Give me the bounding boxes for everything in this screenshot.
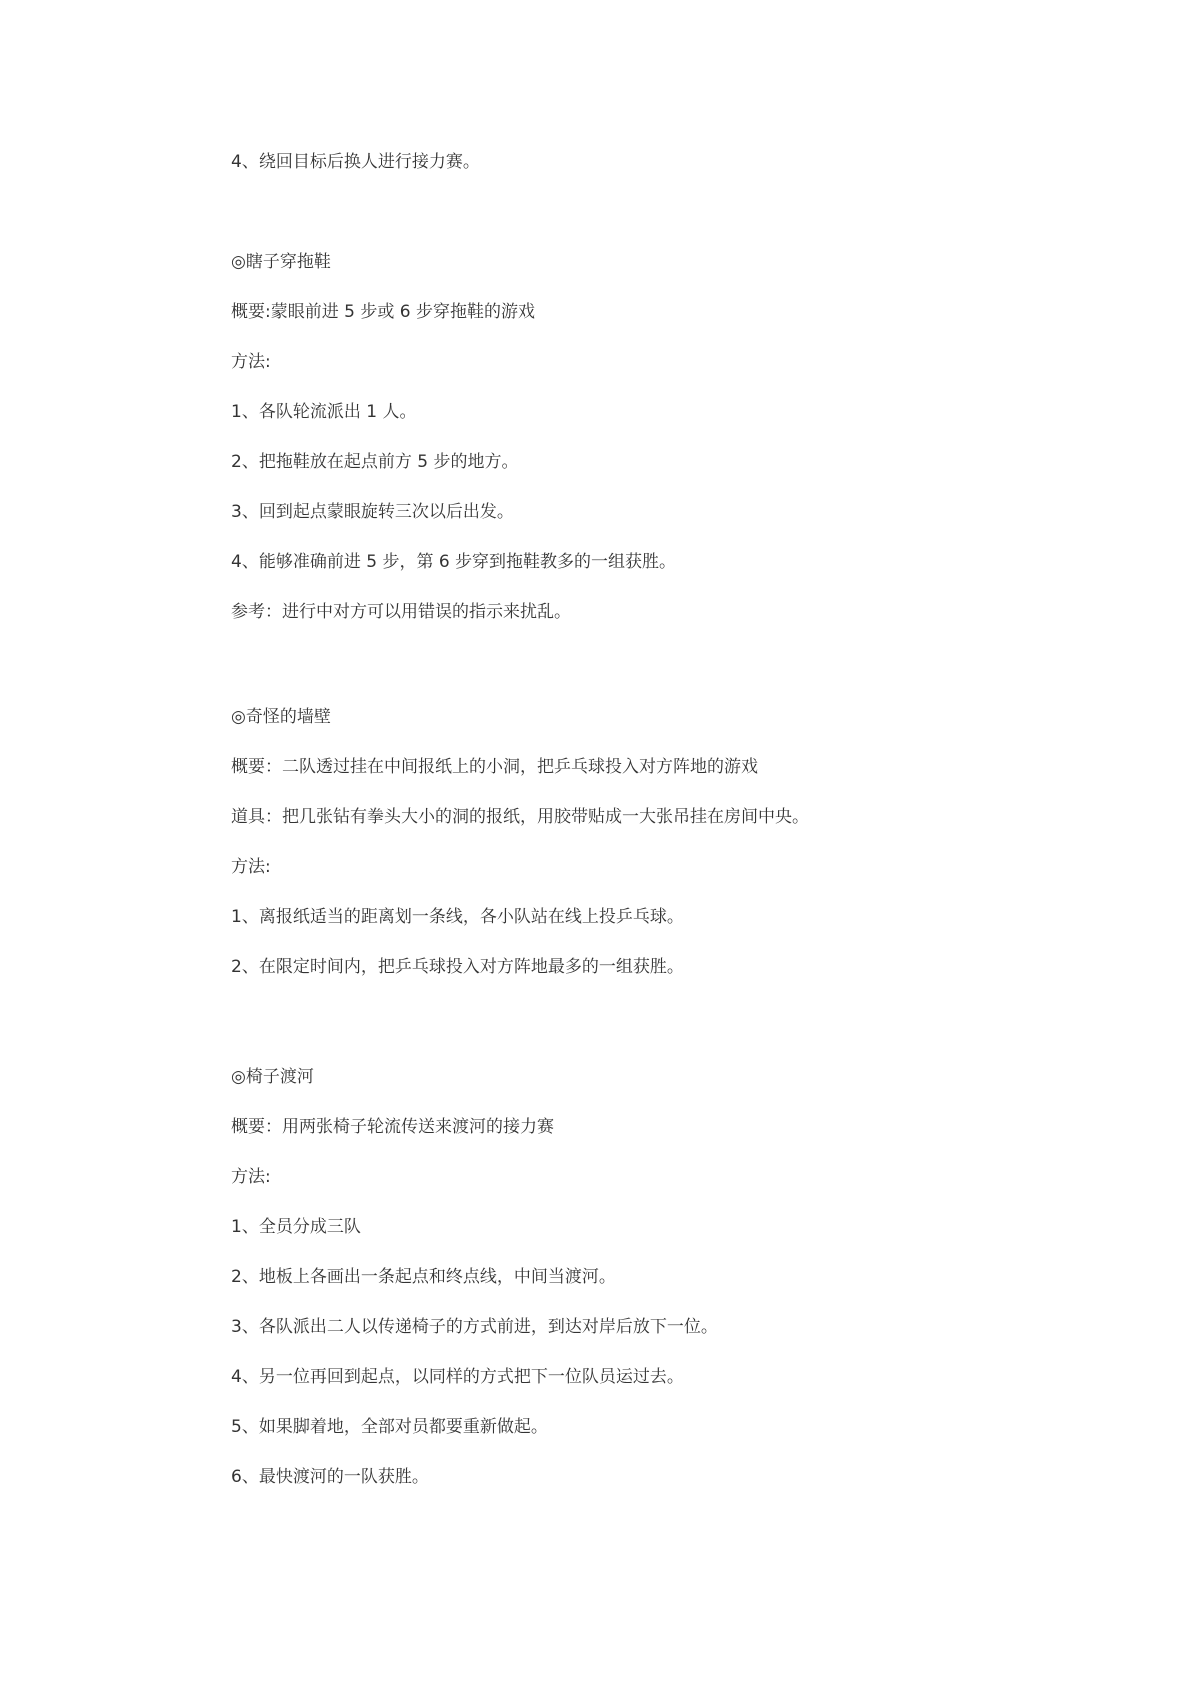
list-item: 2、地板上各画出一条起点和终点线，中间当渡河。: [231, 1267, 616, 1287]
list-item: 5、如果脚着地，全部对员都要重新做起。: [231, 1417, 548, 1437]
section-title-chair-river: ◎椅子渡河: [231, 1067, 314, 1087]
list-item: 4、绕回目标后换人进行接力赛。: [231, 152, 480, 172]
list-item: 6、最快渡河的一队获胜。: [231, 1467, 429, 1487]
section-title-blind-slippers: ◎瞎子穿拖鞋: [231, 252, 331, 272]
list-item: 3、各队派出二人以传递椅子的方式前进，到达对岸后放下一位。: [231, 1317, 718, 1337]
list-item: 4、能够准确前进 5 步，第 6 步穿到拖鞋教多的一组获胜。: [231, 552, 677, 572]
summary-text: 概要:蒙眼前进 5 步或 6 步穿拖鞋的游戏: [231, 302, 535, 322]
list-item: 2、把拖鞋放在起点前方 5 步的地方。: [231, 452, 519, 472]
method-heading: 方法:: [231, 1167, 271, 1187]
list-item: 3、回到起点蒙眼旋转三次以后出发。: [231, 502, 514, 522]
section-title-strange-wall: ◎奇怪的墙壁: [231, 707, 331, 727]
list-item: 4、另一位再回到起点，以同样的方式把下一位队员运过去。: [231, 1367, 684, 1387]
method-heading: 方法:: [231, 352, 271, 372]
list-item: 1、离报纸适当的距离划一条线，各小队站在线上投乒乓球。: [231, 907, 684, 927]
summary-text: 概要：用两张椅子轮流传送来渡河的接力赛: [231, 1117, 554, 1137]
list-item: 2、在限定时间内，把乒乓球投入对方阵地最多的一组获胜。: [231, 957, 684, 977]
summary-text: 概要：二队透过挂在中间报纸上的小洞，把乒乓球投入对方阵地的游戏: [231, 757, 758, 777]
props-text: 道具：把几张钻有拳头大小的洞的报纸，用胶带贴成一大张吊挂在房间中央。: [231, 807, 809, 827]
list-item: 1、全员分成三队: [231, 1217, 361, 1237]
list-item: 1、各队轮流派出 1 人。: [231, 402, 417, 422]
reference-note: 参考：进行中对方可以用错误的指示来扰乱。: [231, 602, 571, 622]
method-heading: 方法:: [231, 857, 271, 877]
